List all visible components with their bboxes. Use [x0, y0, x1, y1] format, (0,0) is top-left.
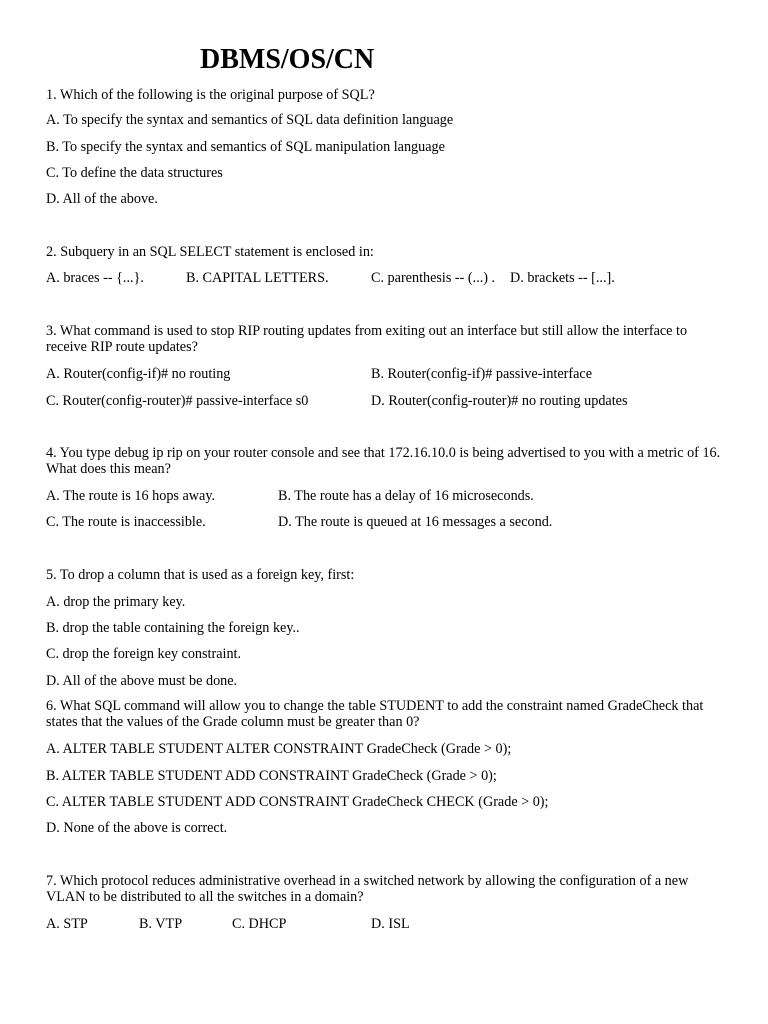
q1-option-a: A. To specify the syntax and semantics of SQL data definition language [46, 112, 454, 128]
q4-option-b: B. The route has a delay of 16 microseconds. [278, 488, 534, 504]
q2-option-d: D. brackets -- [...]. [510, 270, 615, 286]
q5-option-d: D. All of the above must be done. [46, 673, 238, 689]
q7-option-a: A. STP [46, 916, 88, 932]
q3-option-c: C. Router(config-router)# passive-interface s0 [46, 393, 309, 409]
question-5-text: 5. To drop a column that is used as a foreign key, first: [46, 567, 355, 583]
q2-option-c: C. parenthesis -- (...) . [371, 270, 496, 286]
question-2-text: 2. Subquery in an SQL SELECT statement is enclosed in: [46, 244, 374, 260]
question-7-text: 7. Which protocol reduces administrative overhead in a switched network by allowing the configuration of a new VLAN to be distributed to all the switches in a domain? [46, 873, 689, 905]
page-title: DBMS/OS/CN [200, 44, 375, 75]
q5-option-b: B. drop the table containing the foreign key.. [46, 620, 300, 636]
q5-option-c: C. drop the foreign key constraint. [46, 646, 242, 662]
q3-option-a: A. Router(config-if)# no routing [46, 366, 231, 382]
question-6-text: 6. What SQL command will allow you to change the table STUDENT to add the constraint named GradeCheck that states that the values of the Grade column must be greater than 0? [46, 698, 704, 730]
q7-option-b: B. VTP [139, 916, 183, 932]
q4-option-c: C. The route is inaccessible. [46, 514, 206, 530]
q6-option-b: B. ALTER TABLE STUDENT ADD CONSTRAINT GradeCheck (Grade > 0); [46, 768, 497, 784]
question-1-text: 1. Which of the following is the original purpose of SQL? [46, 87, 375, 103]
q6-option-c: C. ALTER TABLE STUDENT ADD CONSTRAINT GradeCheck CHECK (Grade > 0); [46, 794, 549, 810]
question-4-text: 4. You type debug ip rip on your router console and see that 172.16.10.0 is being advertised to you with a metric of 16. What does this mean? [46, 445, 721, 477]
q6-option-a: A. ALTER TABLE STUDENT ALTER CONSTRAINT GradeCheck (Grade > 0); [46, 741, 512, 757]
q7-option-c: C. DHCP [232, 916, 287, 932]
q1-option-d: D. All of the above. [46, 191, 158, 207]
q5-option-a: A. drop the primary key. [46, 594, 186, 610]
question-3-text: 3. What command is used to stop RIP routing updates from exiting out an interface but still allow the interface to receive RIP route updates? [46, 323, 688, 355]
q6-option-d: D. None of the above is correct. [46, 820, 228, 836]
q4-option-d: D. The route is queued at 16 messages a second. [278, 514, 553, 530]
q1-option-b: B. To specify the syntax and semantics of SQL manipulation language [46, 139, 445, 155]
q1-option-c: C. To define the data structures [46, 165, 223, 181]
q3-option-d: D. Router(config-router)# no routing updates [371, 393, 628, 409]
q2-option-b: B. CAPITAL LETTERS. [186, 270, 329, 286]
q2-option-a: A. braces -- {...}. [46, 270, 144, 286]
q3-option-b: B. Router(config-if)# passive-interface [371, 366, 593, 382]
q7-option-d: D. ISL [371, 916, 410, 932]
q4-option-a: A. The route is 16 hops away. [46, 488, 216, 504]
